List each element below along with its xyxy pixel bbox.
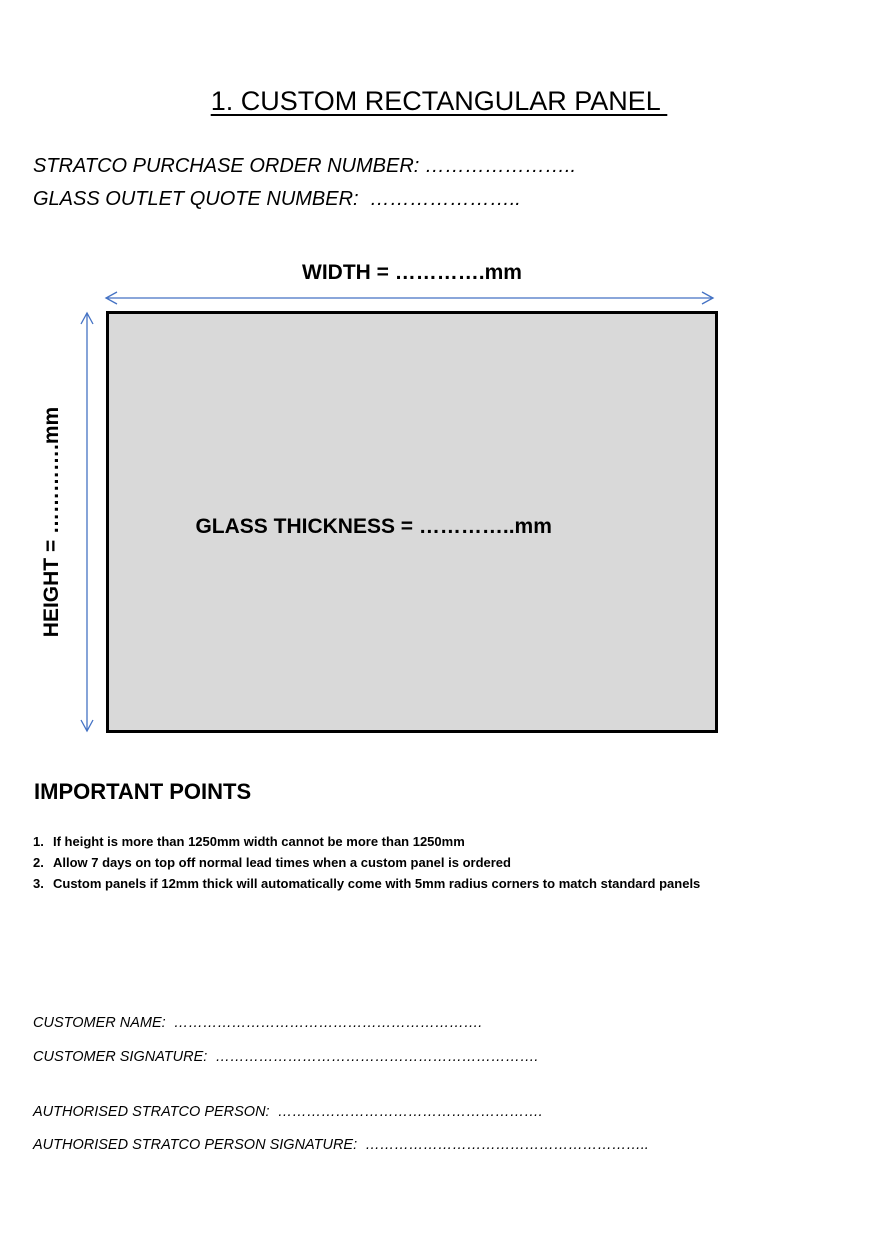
width-arrow: [106, 292, 713, 304]
important-points-heading: IMPORTANT POINTS: [34, 779, 252, 804]
glass-thickness-text: GLASS THICKNESS = …………..mm: [195, 515, 552, 538]
list-item: 2. Allow 7 days on top off normal lead times when a custom panel is ordered: [33, 855, 511, 870]
width-label: WIDTH = ………….mm: [302, 261, 522, 284]
customer-signature-field: CUSTOMER SIGNATURE: ………………………………………………………….: [33, 1049, 539, 1065]
height-arrow: [81, 313, 93, 731]
glass-panel-diagram: [106, 311, 718, 733]
authorised-stratco-signature-field: AUTHORISED STRATCO PERSON SIGNATURE: …………………………………………………..: [33, 1137, 649, 1153]
authorised-stratco-person-field: AUTHORISED STRATCO PERSON: ……………………………………………….: [33, 1104, 543, 1120]
list-item: 1. If height is more than 1250mm width cannot be more than 1250mm: [33, 834, 465, 849]
list-item: 3. Custom panels if 12mm thick will automatically come with 5mm radius corners to match standard panels: [33, 876, 701, 891]
important-points-list: [33, 831, 700, 894]
quote-number-line: GLASS OUTLET QUOTE NUMBER: …………………..: [33, 188, 521, 210]
purchase-order-number-line: STRATCO PURCHASE ORDER NUMBER: …………………..: [33, 155, 576, 177]
glass-thickness-label: [109, 488, 715, 566]
page-title-text: 1. CUSTOM RECTANGULAR PANEL: [210, 86, 668, 116]
customer-name-field: CUSTOMER NAME: ……………………………………………………….: [33, 1015, 483, 1031]
height-label: HEIGHT = ………….mm: [40, 406, 63, 638]
